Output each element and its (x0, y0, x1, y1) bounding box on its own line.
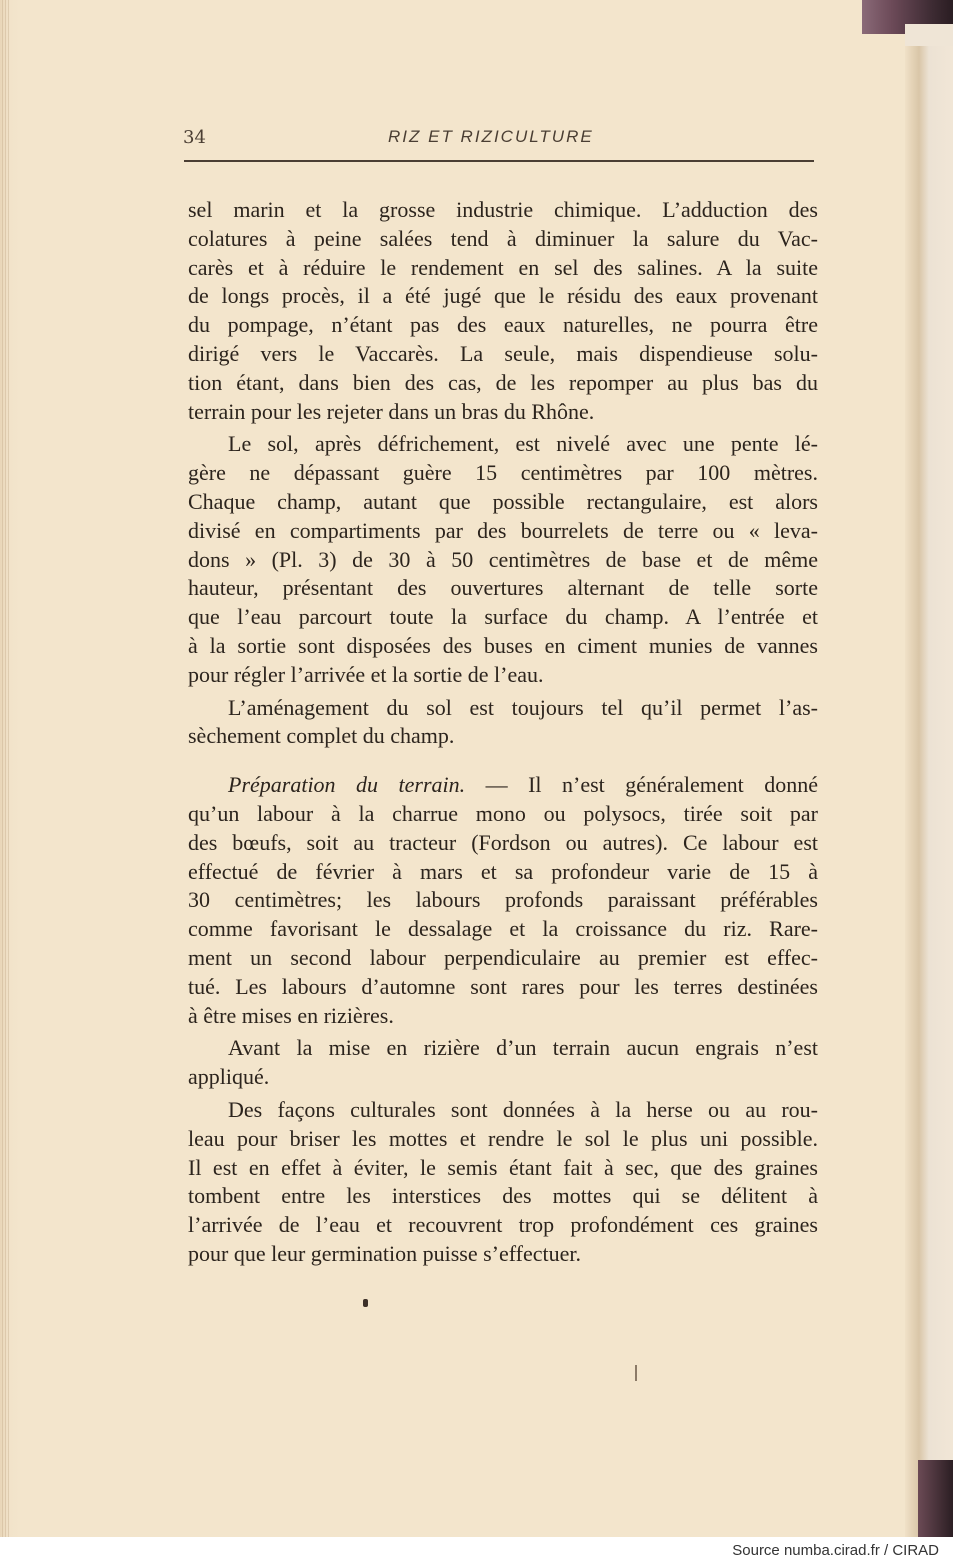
paragraph (188, 694, 818, 752)
paragraph-section-heading (188, 771, 818, 1030)
text-line: comme favorisant le dessalage et la croissance du riz. Rare- (188, 916, 818, 942)
text-line: à être mises en rizières. (188, 1002, 394, 1028)
text-line: ment un second labour perpendiculaire au premier est effec- (188, 944, 818, 970)
paragraph (188, 196, 818, 426)
text-line: de longs procès, il a été jugé que le résidu des eaux provenant (188, 283, 818, 309)
text-line: L’aménagement du sol est toujours tel qu’il permet l’as- (228, 694, 818, 720)
text-line: Le sol, après défrichement, est nivelé avec une pente lé- (228, 431, 818, 457)
text-line: Avant la mise en rizière d’un terrain aucun engrais n’est (228, 1035, 818, 1061)
text-line: qu’un labour à la charrue mono ou polysocs, tirée soit par (188, 800, 818, 826)
text-line: divisé en compartiments par des bourrelets de terre ou « leva- (188, 517, 818, 543)
text-line: gère ne dépassant guère 15 centimètres par 100 mètres. (188, 460, 818, 486)
page-number: 34 (183, 127, 206, 148)
text-line: carès et à réduire le rendement en sel des salines. A la suite (188, 254, 818, 280)
text-line: l’arrivée de l’eau et recouvrent trop profondément ces graines (188, 1212, 818, 1238)
text-line: pour régler l’arrivée et la sortie de l’eau. (188, 661, 544, 687)
text-line: des bœufs, soit au tracteur (Fordson ou autres). Ce labour est (188, 829, 818, 855)
text-line: tombent entre les interstices des mottes qui se délitent à (188, 1183, 818, 1209)
text-line: à la sortie sont disposées des buses en ciment munies de vannes (188, 632, 818, 658)
text-line: tué. Les labours d’automne sont rares pour les terres destinées (188, 973, 818, 999)
text-line: Il est en effet à éviter, le semis étant fait à sec, que des graines (188, 1154, 818, 1180)
book-gutter-fold (905, 0, 953, 1537)
text-line: que l’eau parcourt toute la surface du champ. A l’entrée et (188, 604, 818, 630)
text-line: Chaque champ, autant que possible rectangulaire, est alors (188, 488, 818, 514)
text-line: colatures à peine salées tend à diminuer la salure du Vac- (188, 225, 818, 251)
paragraph (188, 430, 818, 689)
text-line: tion étant, dans bien des cas, de les repomper au plus bas du (188, 369, 818, 395)
text-line (188, 771, 818, 800)
text-line: 30 centimètres; les labours profonds paraissant préférables (188, 887, 818, 913)
body-text (188, 196, 818, 1269)
section-title: Préparation du terrain. (228, 772, 466, 798)
running-head: RIZ ET RIZICULTURE (388, 127, 594, 146)
text-line: dons » (Pl. 3) de 30 à 50 centimètres de base et de même (188, 546, 818, 572)
text-line: sel marin et la grosse industrie chimique. L’adduction des (188, 197, 818, 222)
page-stack-lines (2, 0, 10, 1537)
ink-speck (363, 1299, 368, 1307)
source-credit: Source numba.cirad.fr / CIRAD (732, 1542, 939, 1559)
paragraph (188, 1034, 818, 1092)
text-line: pour que leur germination puisse s’effectuer. (188, 1240, 582, 1266)
text-line: dirigé vers le Vaccarès. La seule, mais dispendieuse solu- (188, 340, 818, 366)
paper-blemish (635, 1365, 637, 1381)
text-fragment: — Il n’est généralement donné (465, 772, 818, 798)
book-cover-bottom (918, 1460, 953, 1537)
text-line: terrain pour les rejeter dans un bras du Rhône. (188, 398, 595, 424)
text-line: sèchement complet du champ. (188, 723, 455, 749)
text-line: effectué de février à mars et sa profondeur varie de 15 à (188, 858, 818, 884)
text-line: leau pour briser les mottes et rendre le sol le plus uni possible. (188, 1125, 818, 1151)
text-line: appliqué. (188, 1064, 270, 1090)
paragraph (188, 1096, 818, 1269)
text-line: du pompage, n’étant pas des eaux naturelles, ne pourra être (188, 312, 818, 338)
next-page-edge (905, 24, 953, 46)
text-line: hauteur, présentant des ouvertures alternant de telle sorte (188, 575, 818, 601)
header-rule (184, 160, 814, 162)
text-line: Des façons culturales sont données à la herse ou au rou- (228, 1096, 818, 1122)
